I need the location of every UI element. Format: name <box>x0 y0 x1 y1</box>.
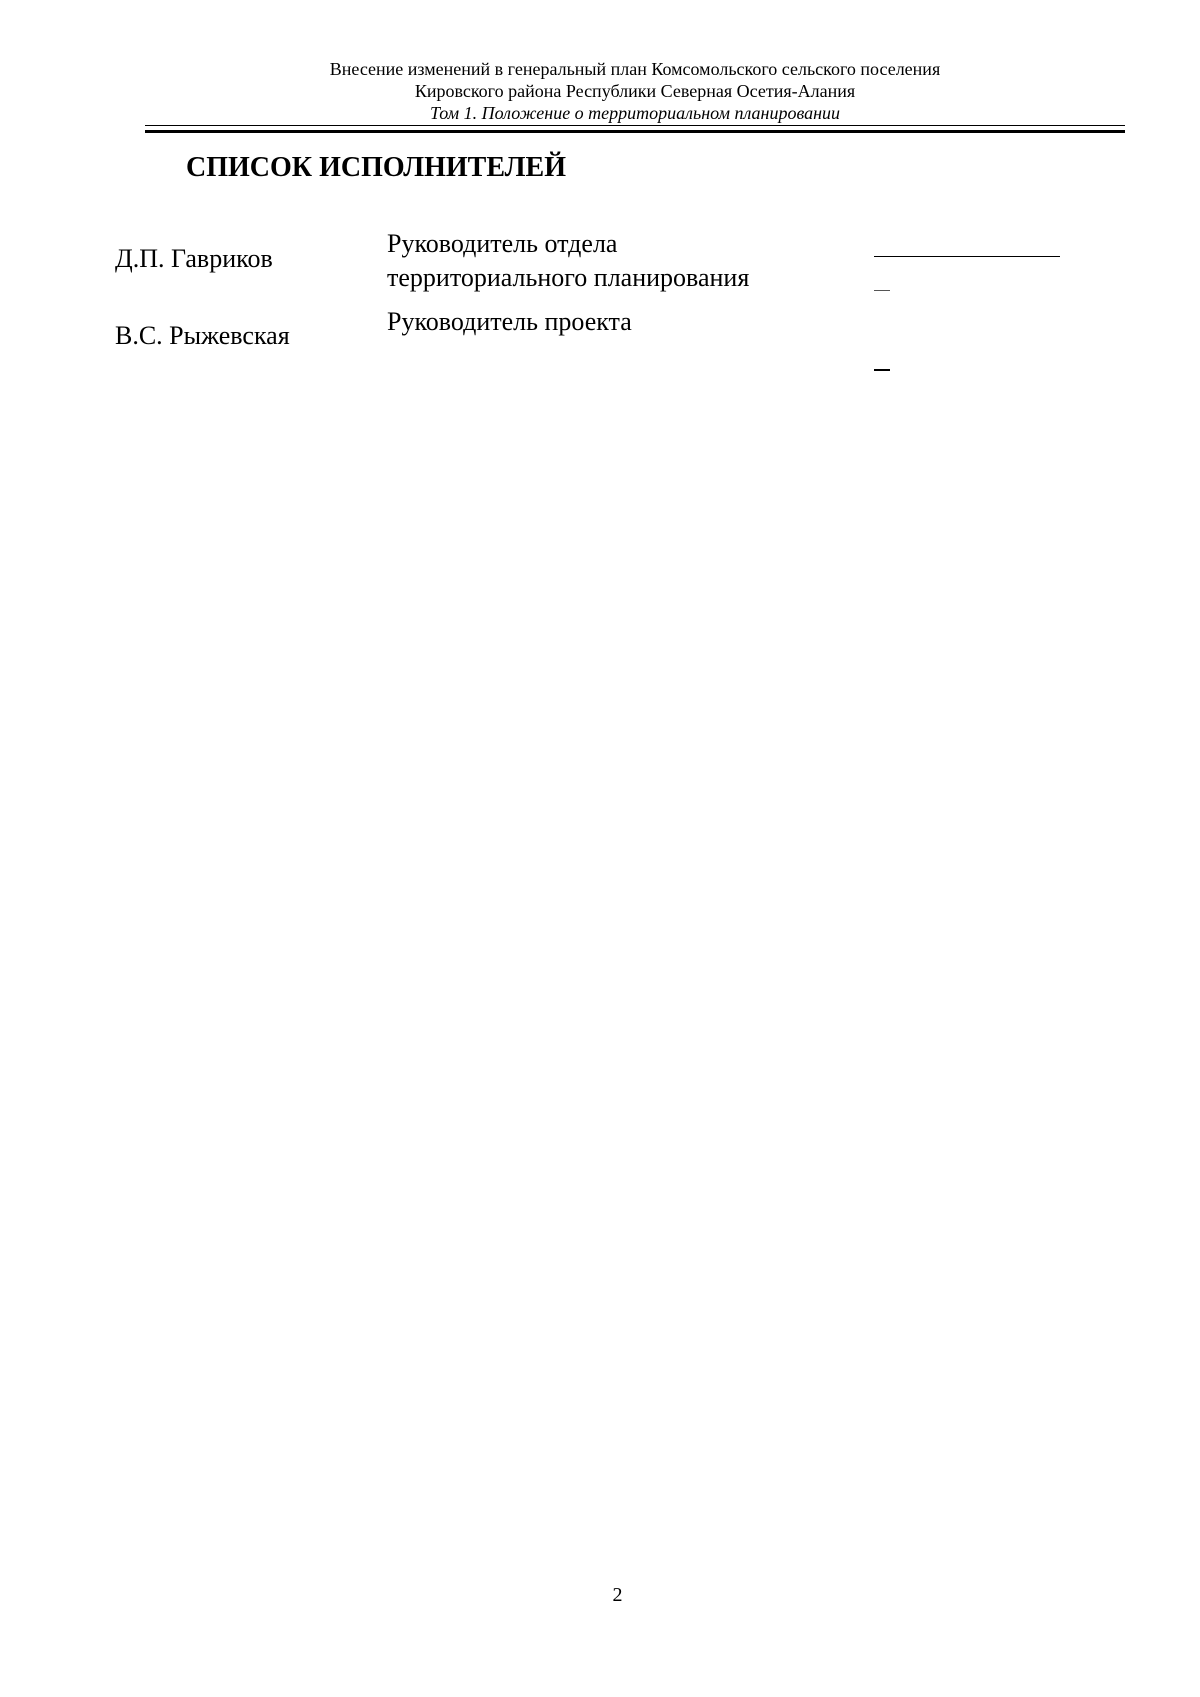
header-line-2: Кировского района Республики Северная Осетия-Алания <box>414 81 856 101</box>
signature-dash-2 <box>874 369 890 371</box>
header-line-1: Внесение изменений в генеральный план Комсомольского сельского поселения <box>329 59 941 79</box>
executor-name-2: В.С. Рыжевская <box>115 321 290 350</box>
header-rule-thin <box>145 125 1125 126</box>
executor-name-1: Д.П. Гавриков <box>115 244 273 273</box>
header-line-3: Том 1. Положение о территориальном планировании <box>429 103 841 123</box>
running-header <box>145 58 1125 124</box>
page-number: 2 <box>612 1584 623 1606</box>
signature-dash-1 <box>874 290 890 291</box>
executor-position-2-line-1: Руководитель проекта <box>387 307 632 336</box>
executor-position-1 <box>387 227 749 295</box>
executor-position-1-line-2: территориального планирования <box>387 263 750 292</box>
executor-position-1-line-1: Руководитель отдела <box>387 229 618 258</box>
signature-line-1 <box>874 256 1060 257</box>
page-title: СПИСОК ИСПОЛНИТЕЛЕЙ <box>186 152 566 183</box>
executor-position-2 <box>387 305 632 339</box>
header-rule-thick <box>145 130 1125 133</box>
